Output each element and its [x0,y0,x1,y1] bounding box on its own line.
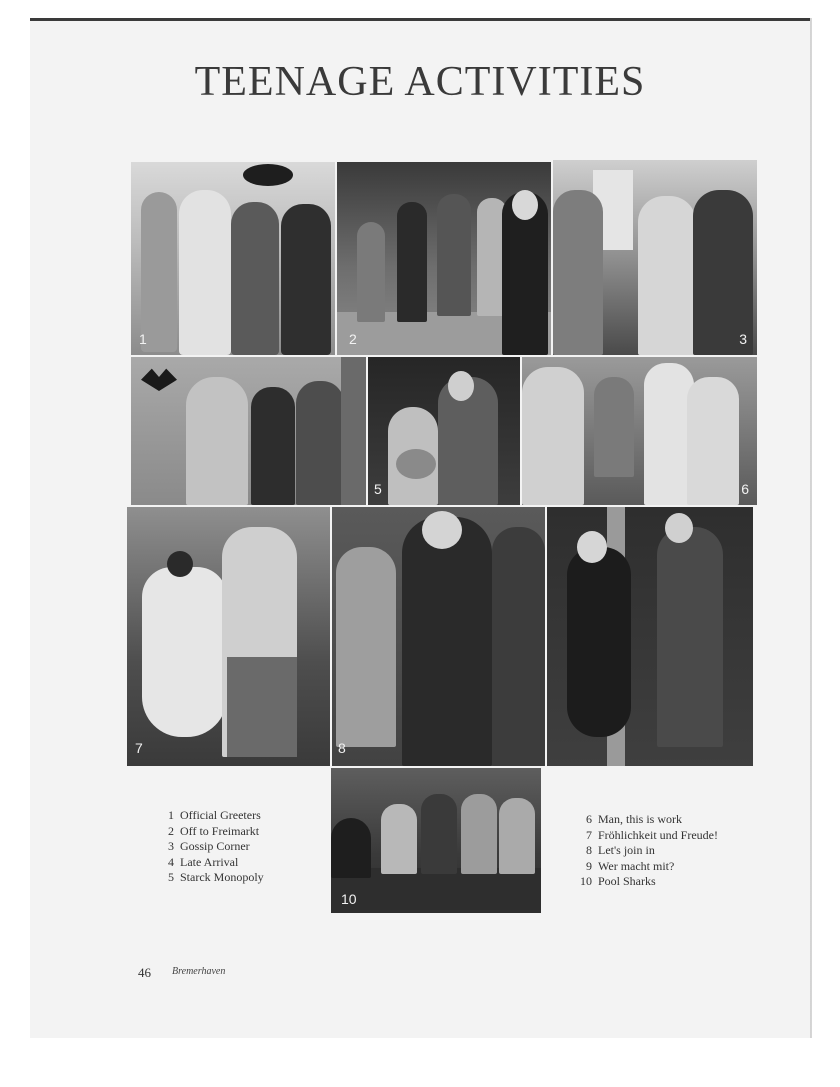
caption-item: 6 Man, this is work [586,812,682,826]
photo-number: 7 [135,740,143,756]
photo-10 [331,768,541,913]
photo-3 [553,160,757,355]
caption-item: 5 Starck Monopoly [168,870,264,884]
caption-item: 1 Official Greeters [168,808,261,822]
page-title: TEENAGE ACTIVITIES [194,59,646,105]
photo-number: 2 [349,331,357,347]
captions-right [578,812,718,890]
photo-5 [368,357,520,505]
photo-9 [547,507,753,766]
photo-4 [131,357,366,505]
photo-number: 8 [338,740,346,756]
photo-number: 3 [739,331,747,347]
page-number: 46 [138,965,151,980]
caption-item: 8 Let's join in [586,843,655,857]
photo-number: 1 [139,331,147,347]
caption-item: 10 Pool Sharks [580,874,656,888]
photo-7 [127,507,330,766]
captions-left [160,808,264,886]
photo-number: 10 [341,891,357,907]
caption-item: 7 Fröhlichkeit und Freude! [586,827,718,842]
photo-2 [337,162,551,355]
caption-item: 4 Late Arrival [168,854,239,869]
caption-item: 3 Gossip Corner [168,839,250,853]
photo-8 [332,507,545,766]
photo-1 [131,162,335,355]
publication-name: Bremerhaven [172,966,226,977]
photo-number: 5 [374,481,382,497]
caption-item: 2 Off to Freimarkt [168,823,260,838]
caption-item: 9 Wer macht mit? [586,858,675,873]
photo-6 [522,357,757,505]
photo-number: 6 [741,481,749,497]
